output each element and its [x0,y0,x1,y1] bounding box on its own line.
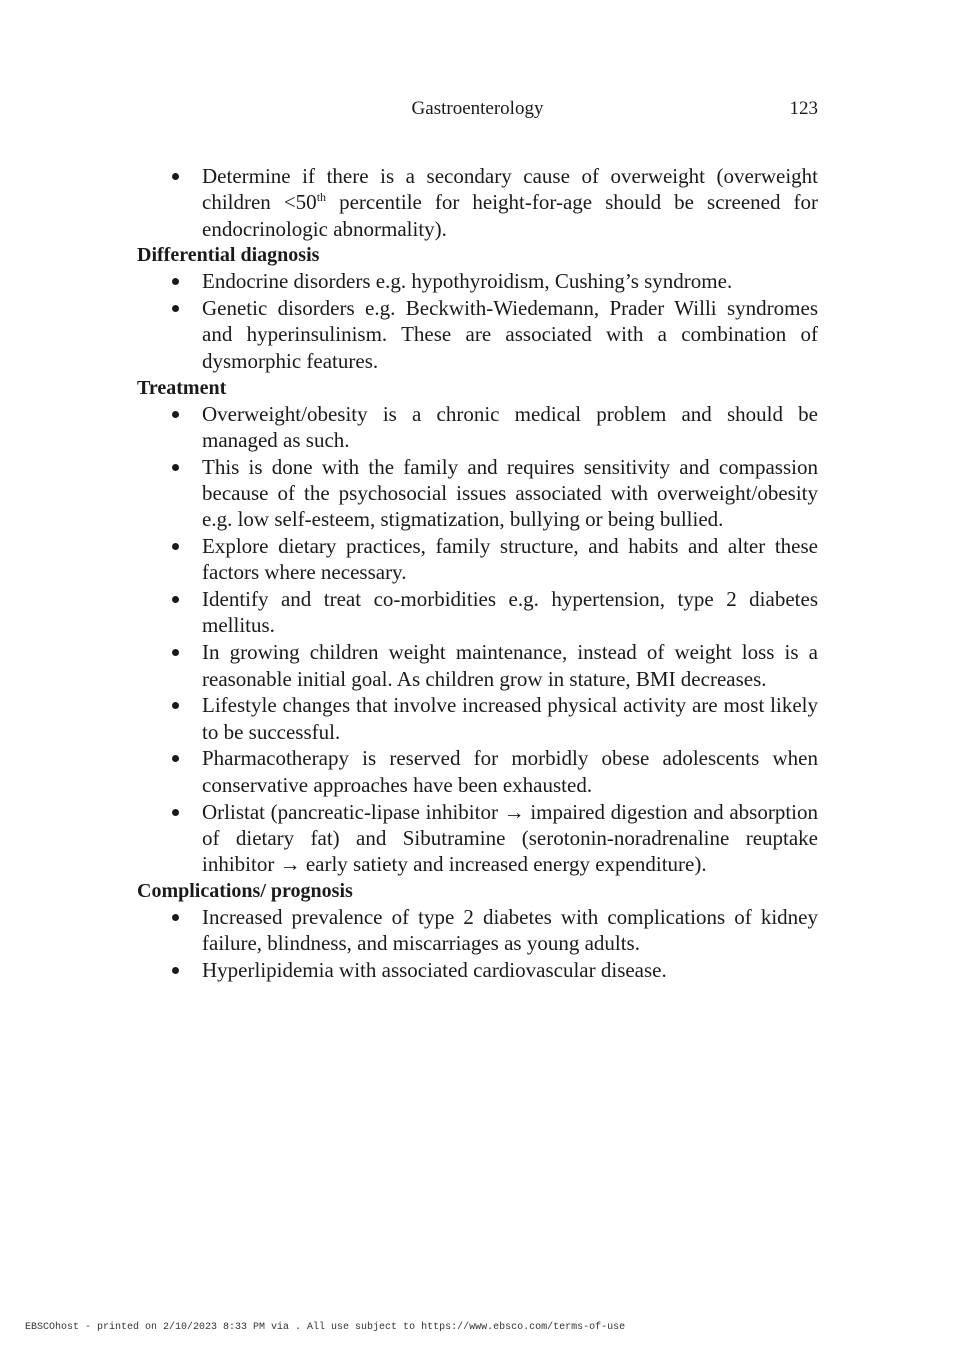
running-header [137,96,818,122]
complications-bullet-list [137,904,818,983]
section-heading-complications: Complications/ prognosis [137,879,353,902]
section-heading-treatment: Treatment [137,376,227,399]
section-heading-differential: Differential diagnosis [137,244,320,267]
list-item: Orlistat (pancreatic-lipase inhibitor → impaired digestion and absorption of dietary fat) and Sibutramine (serotonin-noradrenaline reuptake inhibitor → early satiety and increased energy expenditure). [137,799,818,878]
bullet-text-part: Determine if there is a secondary cause of overweight (overweight children <50 [202,164,818,215]
list-item: Pharmacotherapy is reserved for morbidly obese adolescents when conservative approaches have been exhausted. [137,745,818,798]
list-item: Identify and treat co-morbidities e.g. hypertension, type 2 diabetes mellitus. [137,586,818,639]
list-item: Explore dietary practices, family structure, and habits and alter these factors where necessary. [137,533,818,586]
list-item: This is done with the family and requires sensitivity and compassion because of the psychosocial issues associated with overweight/obesity e.g. low self-esteem, stigmatization, bullying or being bullied. [137,454,818,533]
list-item: Overweight/obesity is a chronic medical problem and should be managed as such. [137,401,818,454]
intro-bullet-list [137,163,818,242]
page-number: 123 [789,98,818,119]
running-title: Gastroenterology [411,98,544,119]
list-item: In growing children weight maintenance, instead of weight loss is a reasonable initial goal. As children grow in stature, BMI decreases. [137,639,818,692]
list-item: Lifestyle changes that involve increased physical activity are most likely to be successful. [137,692,818,745]
treatment-bullet-list [137,401,818,878]
list-item: Increased prevalence of type 2 diabetes with complications of kidney failure, blindness, and miscarriages as young adults. [137,904,818,957]
bullet-text-part: percentile for height-for-age should be screened for endocrinologic abnormality). [202,190,818,241]
list-item: Genetic disorders e.g. Beckwith-Wiedemann, Prader Willi syndromes and hyperinsulinism. These are associated with a combination of dysmorphic features. [137,295,818,374]
list-item [137,163,818,242]
superscript-ordinal: th [316,190,327,205]
list-item: Hyperlipidemia with associated cardiovascular disease. [137,957,818,983]
print-footer: EBSCOhost - printed on 2/10/2023 8:33 PM via . All use subject to https://www.ebsco.com/terms-of-use [25,1322,626,1333]
list-item: Endocrine disorders e.g. hypothyroidism, Cushing’s syndrome. [137,268,818,294]
page-content [137,163,818,984]
differential-bullet-list [137,268,818,374]
